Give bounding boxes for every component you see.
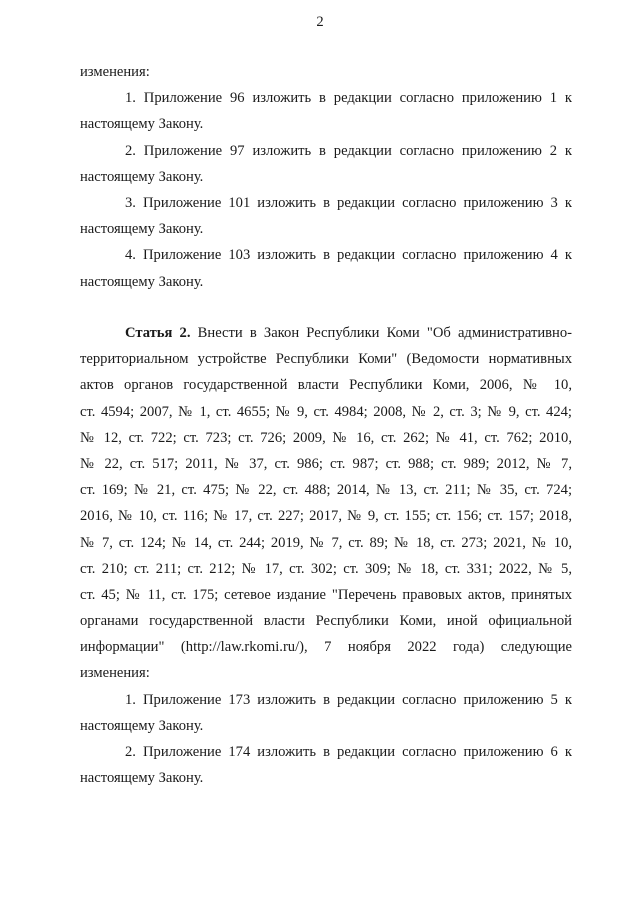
article-2-line: ст. 4594; 2007, № 1, ст. 4655; № 9, ст. 4984; 2008, № 2, ст. 3; № 9, ст. 424; [80,403,572,420]
article-2-line: № 22, ст. 517; 2011, № 37, ст. 986; ст. 987; ст. 988; ст. 989; 2012, № 7, [80,455,572,472]
article-2-line: ст. 169; № 21, ст. 475; № 22, ст. 488; 2014, № 13, ст. 211; № 35, ст. 724; [80,482,572,499]
intro-line: изменения: [80,64,150,80]
article-2-line: актов органов государственной власти Республики Коми, 2006, № 10, [80,377,572,394]
list-item: 2. Приложение 174 изложить в редакции согласно приложению 6 к [125,744,572,760]
article-2-line: 2016, № 10, ст. 116; № 17, ст. 227; 2017, № 9, ст. 155; ст. 156; ст. 157; 2018, [80,508,572,525]
article-2-line: № 7, ст. 124; № 14, ст. 244; 2019, № 7, ст. 89; № 18, ст. 273; 2021, № 10, [80,534,572,551]
list-item: 4. Приложение 103 изложить в редакции согласно приложению 4 к [125,247,572,264]
list-item-continuation: настоящему Закону. [80,273,204,290]
article-2-line: ст. 45; № 11, ст. 175; сетевое издание "Перечень правовых актов, принятых [80,586,572,603]
list-item-continuation: настоящему Закону. [80,717,204,734]
article-2-line: органами государственной власти Республики Коми, иной официальной [80,613,572,630]
article-2-line: территориальном устройстве Республики Коми" (Ведомости нормативных [80,351,572,368]
list-item: 2. Приложение 97 изложить в редакции согласно приложению 2 к [125,142,572,159]
article-2-line: ст. 210; ст. 211; ст. 212; № 17, ст. 302; ст. 309; № 18, ст. 331; 2022, № 5, [80,560,572,577]
article-2-line: информации" (http://law.rkomi.ru/), 7 ноября 2022 года) следующие [80,639,572,656]
list-item-continuation: настоящему Закону. [80,770,204,787]
page-number: 2 [316,14,324,30]
article-2-first-line [80,320,572,346]
list-item: 3. Приложение 101 изложить в редакции согласно приложению 3 к [125,194,572,211]
article-1-changes [80,59,572,295]
list-item: 1. Приложение 96 изложить в редакции согласно приложению 1 к [125,90,572,107]
article-2-text: Внести в Закон Республики Коми "Об административно- [190,325,572,341]
list-item-continuation: настоящему Закону. [80,116,204,133]
list-item-continuation: настоящему Закону. [80,168,204,185]
list-item: 1. Приложение 173 изложить в редакции согласно приложению 5 к [125,691,572,708]
article-2 [80,320,572,791]
article-2-line: № 12, ст. 722; ст. 723; ст. 726; 2009, № 16, ст. 262; № 41, ст. 762; 2010, [80,429,572,446]
article-2-heading: Статья 2. [125,325,191,341]
article-2-line: изменения: [80,665,150,682]
list-item-continuation: настоящему Закону. [80,221,204,238]
